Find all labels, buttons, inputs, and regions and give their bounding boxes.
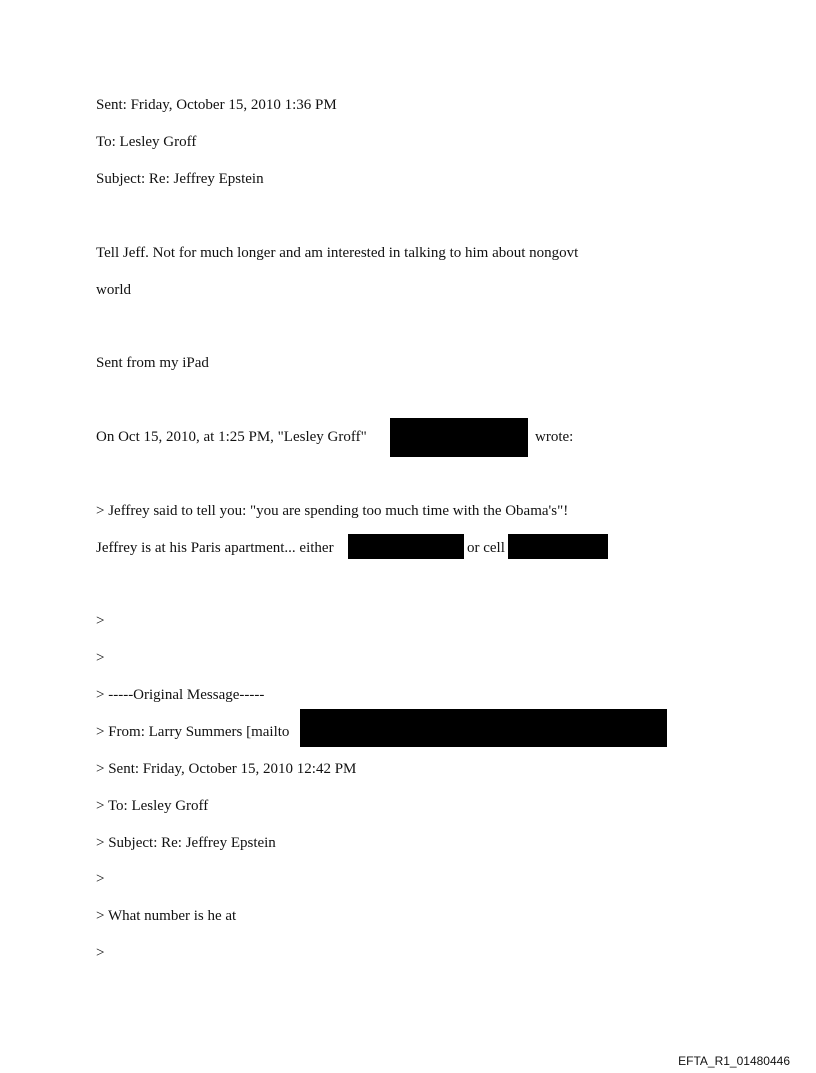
quote-intro-before: On Oct 15, 2010, at 1:25 PM, "Lesley Groff" bbox=[96, 429, 367, 445]
redaction-box bbox=[508, 534, 608, 559]
quote-marker: > bbox=[96, 945, 105, 961]
subject-line: Subject: Re: Jeffrey Epstein bbox=[96, 171, 264, 187]
quote-marker: > bbox=[96, 650, 105, 666]
signature-line: Sent from my iPad bbox=[96, 355, 209, 371]
quoted-question-line: > What number is he at bbox=[96, 908, 237, 924]
quoted-sent-line: > Sent: Friday, October 15, 2010 12:42 PM bbox=[96, 761, 357, 777]
quote-intro-line bbox=[96, 428, 367, 446]
document-id: EFTA_R1_01480446 bbox=[678, 1054, 790, 1068]
reply-line-2-before: Jeffrey is at his Paris apartment... either bbox=[96, 540, 334, 556]
body-line-1: Tell Jeff. Not for much longer and am interested in talking to him about nongovt bbox=[96, 245, 579, 261]
to-line: To: Lesley Groff bbox=[96, 134, 197, 150]
reply-line-1: > Jeffrey said to tell you: "you are spending too much time with the Obama's"! bbox=[96, 503, 569, 519]
quoted-subject-line: > Subject: Re: Jeffrey Epstein bbox=[96, 835, 276, 851]
redaction-box bbox=[300, 709, 667, 747]
original-message-line: > -----Original Message----- bbox=[96, 687, 265, 703]
quote-marker: > bbox=[96, 613, 105, 629]
quoted-from-line: > From: Larry Summers [mailto bbox=[96, 724, 290, 740]
reply-line-2-middle: or cell bbox=[467, 540, 505, 556]
quoted-to-line: > To: Lesley Groff bbox=[96, 798, 209, 814]
body-line-2: world bbox=[96, 282, 131, 298]
quote-marker: > bbox=[96, 871, 105, 887]
sent-line: Sent: Friday, October 15, 2010 1:36 PM bbox=[96, 97, 337, 113]
quote-intro-after: wrote: bbox=[535, 429, 574, 445]
redaction-box bbox=[348, 534, 464, 559]
redaction-box bbox=[390, 418, 528, 457]
reply-line-2 bbox=[96, 539, 334, 557]
